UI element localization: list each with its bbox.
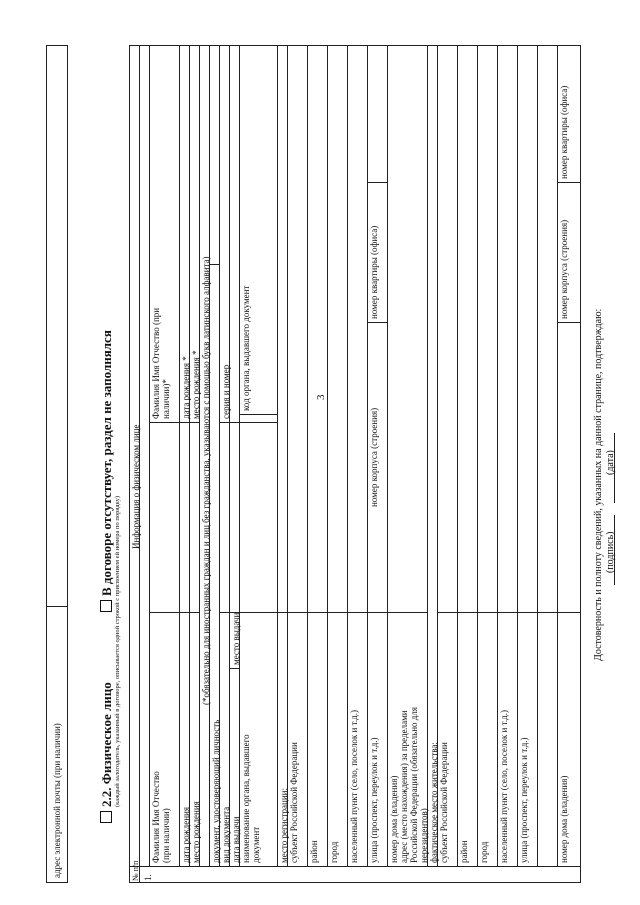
section-subtitle: (каждый залогодатель, указанный в договоре, описывается одной строкой с присвоением ей номера по порядку) <box>114 495 121 807</box>
act-street: улица (проспект, переулок и т.д.) <box>519 737 529 863</box>
fio-latin-1: Фамилия Имя Отчество (при <box>151 307 161 419</box>
fio-latin-2: наличии)* <box>161 379 171 419</box>
act-city: город <box>479 841 489 863</box>
issuer-name-1: наименование органа, выдавшего <box>241 734 251 863</box>
birth-date-star: дата рождения * <box>181 356 191 419</box>
act-apartment: номер квартиры (офиса) <box>559 85 569 179</box>
act-locality: населенный пункт (село, поселок и т.д.) <box>499 710 509 863</box>
footer-date: (дата) <box>605 450 616 475</box>
reg-building: номер корпуса (строения) <box>369 407 379 507</box>
reg-subject: субъект Российской Федерации <box>289 742 299 863</box>
fio-label: Фамилия Имя Отчество <box>151 771 161 863</box>
abroad-2: Российской Федерации (обязательно для <box>409 707 419 863</box>
reg-district: район <box>309 840 319 863</box>
reg-house: номер дома (владения) <box>389 775 399 863</box>
absent-title: В договоре отсутствует, раздел не заполнялся <box>99 330 114 596</box>
footer-signature: (подпись) <box>605 531 616 573</box>
info-header: Информация о физическом лице <box>131 424 141 549</box>
email-label: адрес электронной почты (при наличии) <box>52 723 62 878</box>
reg-city: город <box>329 841 339 863</box>
reg-apartment: номер квартиры (офиса) <box>369 225 379 319</box>
act-district: район <box>459 840 469 863</box>
issuer-name-2: документ <box>251 826 261 863</box>
series-number: серия и номер <box>221 364 231 419</box>
issue-date: дата выдачи <box>231 816 241 863</box>
birth-date: дата рождения <box>181 807 191 863</box>
id-doc: документ, удостоверяющий личность <box>211 719 221 863</box>
col-num-header: № п/п <box>131 860 140 881</box>
row-number: 1. <box>143 874 153 881</box>
section-title: 2.2. Физическое лицо <box>99 682 114 807</box>
page-number: 3 <box>315 394 327 400</box>
actual-place: фактическое место жительства: <box>429 742 439 863</box>
foreign-note: (*обязательно для иностранных граждан и лиц без гражданства, указываются с помощью букв латинского алфавита) <box>201 256 211 705</box>
birth-place-star: место рождения * <box>191 350 201 419</box>
individual-checkbox[interactable] <box>100 811 112 823</box>
reg-place: место регистрации: <box>279 788 289 863</box>
abroad-1: адрес (место нахождения) за пределами <box>399 710 409 863</box>
birth-place: место рождения <box>191 801 201 863</box>
issue-place: место выдачи <box>231 612 241 665</box>
doc-type: вид документа <box>221 806 231 863</box>
act-subject: субъект Российской Федерации <box>439 742 449 863</box>
fio-sub: (при наличии) <box>161 808 171 863</box>
reg-street: улица (проспект, переулок и т.д.) <box>369 737 379 863</box>
absent-checkbox[interactable] <box>100 600 112 612</box>
abroad-3: нерезидентов) <box>419 808 429 863</box>
act-house: номер дома (владения) <box>559 775 569 863</box>
act-building: номер корпуса (строения) <box>559 219 569 319</box>
footer-statement: Достоверность и полноту сведений, указанных на данной странице, подтверждаю: <box>593 308 604 661</box>
reg-locality: населенный пункт (село, поселок и т.д.) <box>349 710 359 863</box>
issuer-code: код органа, выдавшего документ <box>241 285 251 411</box>
